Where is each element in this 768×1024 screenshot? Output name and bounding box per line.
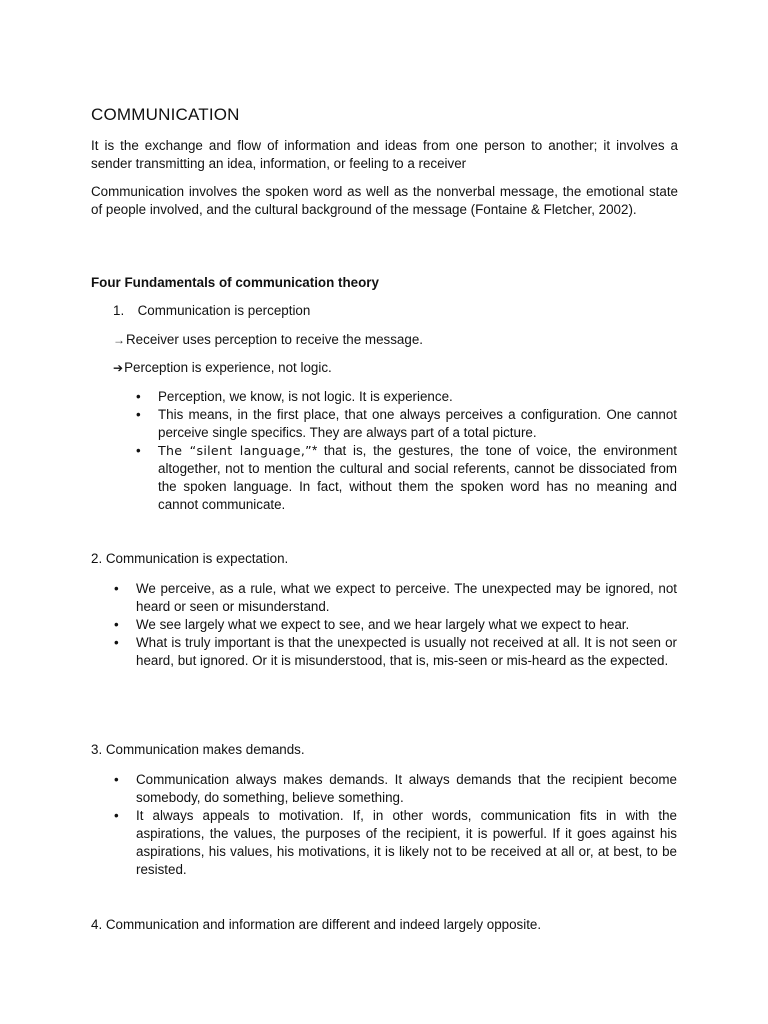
section-2-bullet-list <box>114 580 677 670</box>
bullet-icon: • <box>114 808 119 823</box>
definition-paragraph: It is the exchange and flow of information and ideas from one person to another; it involves a sender transmitting an idea, information, or feeling to a receiver <box>91 138 678 171</box>
bullet-icon: • <box>114 772 119 787</box>
section-4-heading: 4. Communication and information are different and indeed largely opposite. <box>91 917 542 932</box>
bullet-text: Communication always makes demands. It always demands that the recipient become somebody, do something, believe something. <box>136 772 677 805</box>
arrow-line-1 <box>113 331 423 349</box>
bullet-text: Perception, we know, is not logic. It is experience. <box>158 389 453 404</box>
bullet-text: What is truly important is that the unexpected is usually not received at all. It is not seen or heard, but ignored. Or it is misunderstood, that is, mis-seen or mis-heard as the expected. <box>136 635 677 668</box>
bullet-icon: • <box>136 407 141 422</box>
silent-language-quote: The “silent language,” <box>158 443 312 458</box>
bullet-icon: • <box>114 635 119 650</box>
arrow-right-icon: → <box>113 333 125 347</box>
list-item <box>114 616 677 634</box>
list-item <box>114 807 677 879</box>
arrow-line-2 <box>113 359 332 377</box>
list-item <box>136 442 677 514</box>
section-1-number: 1. <box>113 303 125 318</box>
involves-paragraph: Communication involves the spoken word as well as the nonverbal message, the emotional state of people involved, and the cultural background of the message (Fontaine & Fletcher, 2002). <box>91 184 678 217</box>
arrow-line-1-text: Receiver uses perception to receive the message. <box>126 332 423 347</box>
section-2-heading: 2. Communication is expectation. <box>91 551 289 566</box>
bullet-icon: • <box>136 389 141 404</box>
bullet-icon: • <box>114 617 119 632</box>
bullet-icon: • <box>114 581 119 596</box>
list-item <box>114 634 677 670</box>
page-title: COMMUNICATION <box>91 105 240 124</box>
section-3-heading: 3. Communication makes demands. <box>91 742 305 757</box>
section-1-bullet-list <box>136 388 677 514</box>
bullet-text: This means, in the first place, that one always perceives a configuration. One cannot perceive single specifics. They are always part of a total picture. <box>158 407 677 440</box>
section-3-bullet-list <box>114 771 677 879</box>
list-item <box>114 580 677 616</box>
section-1-title: Communication is perception <box>137 303 311 318</box>
bullet-text: We see largely what we expect to see, and we hear largely what we expect to hear. <box>136 617 630 632</box>
list-item <box>136 388 677 406</box>
section-1-heading <box>113 302 310 320</box>
bold-arrow-right-icon: ➔ <box>113 361 124 375</box>
bullet-text: * that is, the gestures, the tone of voice, the environment altogether, not to mention the cultural and social referents, cannot be dissociated from the spoken language. In fact, without them the spoken word has no meaning and cannot communicate. <box>158 443 677 512</box>
list-item <box>136 406 677 442</box>
list-item <box>114 771 677 807</box>
bullet-icon: • <box>136 443 141 458</box>
bullet-text: It always appeals to motivation. If, in other words, communication fits in with the aspirations, the values, the purposes of the recipient, it is powerful. If it goes against his aspirations, his values, his motivations, it is likely not to be received at all or, at best, to be resisted. <box>136 808 677 877</box>
bullet-text: We perceive, as a rule, what we expect to perceive. The unexpected may be ignored, not heard or seen or misunderstand. <box>136 581 677 614</box>
fundamentals-heading: Four Fundamentals of communication theory <box>91 275 379 290</box>
arrow-line-2-text: Perception is experience, not logic. <box>124 360 332 375</box>
